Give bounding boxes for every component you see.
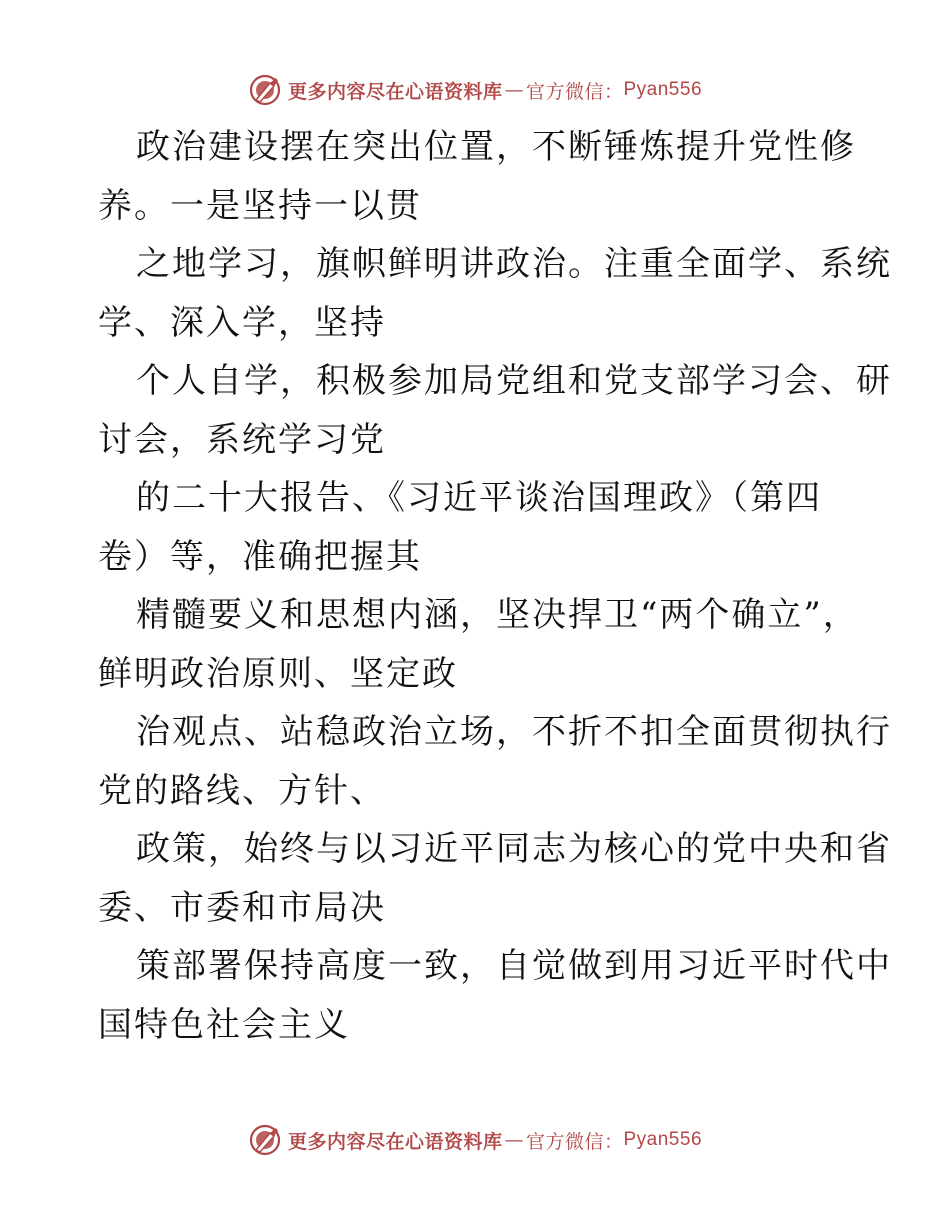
banner-handle: Pyan556: [623, 79, 703, 100]
document-body: [98, 118, 892, 1054]
banner-handle: Pyan556: [623, 1129, 703, 1150]
body-line: 养。一是坚持一以贯: [98, 185, 422, 226]
banner-dash: —: [504, 79, 524, 101]
body-line: 之地学习，旗帜鲜明讲政治。注重全面学、系统: [136, 244, 892, 284]
body-line: 精髓要义和思想内涵，坚决捍卫“两个确立”，: [136, 595, 859, 635]
banner-text: [288, 1127, 702, 1154]
body-line: 讨会，系统学习党: [98, 419, 386, 460]
banner-text: [288, 77, 702, 104]
banner-brand: 更多内容尽在心语资料库: [287, 1130, 503, 1153]
header-banner: [0, 70, 950, 110]
body-line: 政策，始终与以习近平同志为核心的党中央和省: [136, 829, 892, 869]
body-line: 政治建设摆在突出位置，不断锤炼提升党性修: [136, 127, 856, 167]
banner-dash: —: [504, 1129, 524, 1151]
body-line: 个人自学，积极参加局党组和党支部学习会、研: [136, 361, 892, 401]
pen-nib-logo-icon: [248, 73, 282, 107]
body-line: 委、市委和市局决: [98, 887, 386, 928]
body-line: 治观点、站稳政治立场，不折不扣全面贯彻执行: [136, 712, 892, 752]
banner-brand: 更多内容尽在心语资料库: [287, 80, 503, 103]
banner-official: 官方微信：: [525, 80, 624, 103]
pen-nib-logo-icon: [248, 1123, 282, 1157]
body-line: 国特色社会主义: [98, 1004, 350, 1045]
footer-banner: [0, 1120, 950, 1160]
body-line: 的二十大报告、《习近平谈治国理政》（第四: [136, 478, 822, 518]
body-line: 鲜明政治原则、坚定政: [98, 653, 458, 694]
body-line: 学、深入学，坚持: [98, 302, 386, 343]
body-line: 卷）等，准确把握其: [98, 536, 422, 577]
body-line: 党的路线、方针、: [98, 770, 386, 811]
banner-official: 官方微信：: [525, 1130, 624, 1153]
body-line: 策部署保持高度一致，自觉做到用习近平时代中: [136, 946, 892, 986]
